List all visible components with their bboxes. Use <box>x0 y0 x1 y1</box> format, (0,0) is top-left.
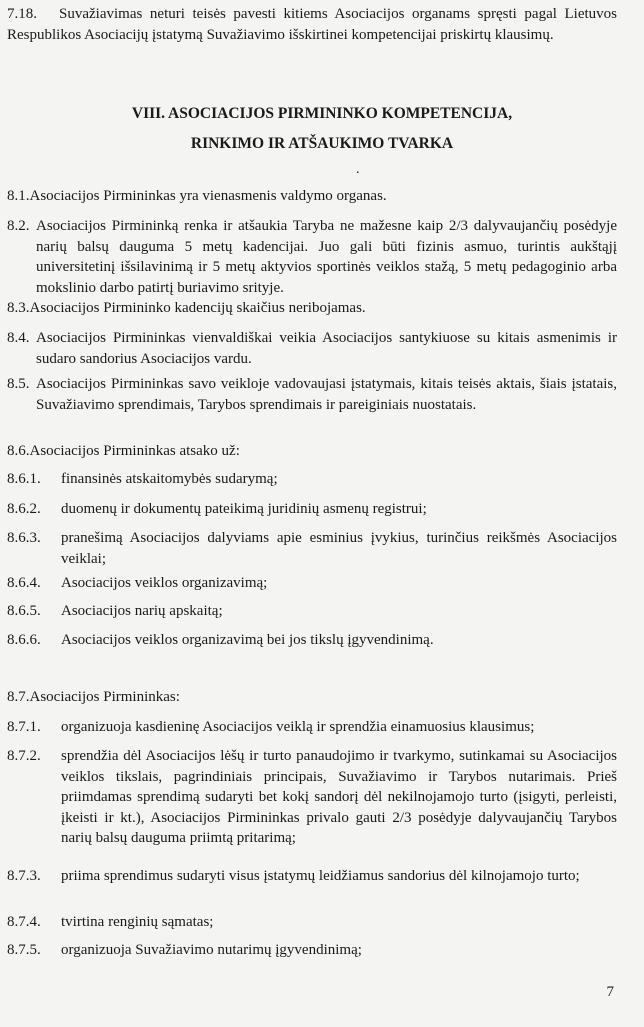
clause-8-7-4 <box>7 912 617 933</box>
clause-text: Suvažiavimas neturi teisės pavesti kitiems Asociacijos organams spręsti pagal Lietuvos Respublikos Asociacijų įstatymą Suvažiavimo išskirtinei kompetencijai priskirtų klausimų. <box>7 6 617 43</box>
clause-8-4 <box>7 328 617 369</box>
clause-number: 8.5. <box>7 376 30 392</box>
clause-text: duomenų ir dokumentų pateikimą juridinių asmenų registrui; <box>61 501 427 517</box>
stray-mark: . <box>356 162 360 177</box>
clause-number: 8.7.4. <box>7 914 41 930</box>
clause-text: Asociacijos Pirmininkas yra vienasmenis valdymo organas. <box>29 188 387 204</box>
clause-8-1 <box>7 186 617 207</box>
clause-8-6-1 <box>7 469 617 490</box>
clause-8-6-5 <box>7 601 617 622</box>
clause-number: 8.3. <box>7 300 30 316</box>
clause-number: 8.6.5. <box>7 603 41 619</box>
clause-7-18 <box>7 4 617 45</box>
clause-number: 8.6. <box>7 443 30 459</box>
clause-text: organizuoja kasdieninę Asociacijos veiklą ir sprendžia einamuosius klausimus; <box>61 719 535 735</box>
clause-8-7-5 <box>7 940 617 961</box>
clause-number: 8.6.4. <box>7 575 41 591</box>
clause-number: 8.7. <box>7 689 30 705</box>
clause-text: Asociacijos Pirmininkas savo veikloje vadovaujasi įstatymais, kitais teisės aktais, šiais įstatais, Suvažiavimo sprendimais, Tarybos sprendimais ir pareiginiais nuostatais. <box>36 376 617 413</box>
clause-number: 8.2. <box>7 218 30 234</box>
clause-8-2 <box>7 216 617 298</box>
clause-number: 8.7.3. <box>7 868 41 884</box>
clause-text: tvirtina renginių sąmatas; <box>61 914 214 930</box>
clause-8-6-4 <box>7 573 617 594</box>
page-number: 7 <box>606 984 614 1000</box>
clause-number: 8.7.5. <box>7 942 41 958</box>
clause-8-5 <box>7 374 617 415</box>
clause-text: Asociacijos Pirmininko kadencijų skaičius neribojamas. <box>29 300 366 316</box>
clause-8-6-2 <box>7 499 617 520</box>
clause-text: priima sprendimus sudaryti visus įstatymų leidžiamus sandorius dėl kilnojamojo turto; <box>61 868 580 884</box>
section-heading-line-1: VIII. ASOCIACIJOS PIRMININKO KOMPETENCIJA, <box>131 105 513 122</box>
clause-text: Asociacijos Pirmininkas: <box>29 689 180 705</box>
clause-number: 8.4. <box>7 330 30 346</box>
clause-number: 8.7.2. <box>7 748 41 764</box>
clause-number: 8.6.1. <box>7 471 41 487</box>
clause-number: 8.6.6. <box>7 632 41 648</box>
clause-8-7-3 <box>7 866 617 887</box>
clause-text: Asociacijos narių apskaitą; <box>61 603 223 619</box>
clause-number: 8.6.3. <box>7 530 41 546</box>
clause-8-6-3 <box>7 528 617 569</box>
clause-8-7-2 <box>7 746 617 849</box>
clause-8-7 <box>7 687 617 708</box>
clause-text: finansinės atskaitomybės sudarymą; <box>61 471 278 487</box>
section-heading-line-2: RINKIMO IR ATŠAUKIMO TVARKA <box>190 135 454 152</box>
clause-text: Asociacijos Pirmininkas atsako už: <box>29 443 240 459</box>
clause-8-3 <box>7 298 617 319</box>
clause-number: 7.18. <box>7 6 37 22</box>
clause-text: organizuoja Suvažiavimo nutarimų įgyvendinimą; <box>61 942 362 958</box>
clause-text: Asociacijos Pirmininkas vienvaldiškai veikia Asociacijos santykiuose su kitais asmenimis ir sudaro sandorius Asociacijos vardu. <box>36 330 617 367</box>
clause-8-7-1 <box>7 717 617 738</box>
clause-text: pranešimą Asociacijos dalyviams apie esminius įvykius, turinčius reikšmės Asociacijos veiklai; <box>61 530 617 567</box>
clause-text: Asociacijos Pirmininką renka ir atšaukia Taryba ne mažesne kaip 2/3 dalyvaujančių posėdyje narių balsų dauguma 5 metų kadencijai. Juo gali būti fizinis asmuo, turintis aukštąjį universitetinį išsilavinimą ir 5 metų aktyvios sportinės veiklos stažą, 5 metų pedagoginio arba mokslinio darbo patirtį buriavimo srityje. <box>36 218 617 296</box>
clause-number: 8.1. <box>7 188 30 204</box>
clause-text: Asociacijos veiklos organizavimą; <box>61 575 268 591</box>
clause-8-6-6 <box>7 630 617 651</box>
clause-8-6 <box>7 441 617 462</box>
clause-text: Asociacijos veiklos organizavimą bei jos tikslų įgyvendinimą. <box>61 632 434 648</box>
clause-number: 8.7.1. <box>7 719 41 735</box>
clause-text: sprendžia dėl Asociacijos lėšų ir turto panaudojimo ir tvarkymo, sutinkamai su Asociacijos veiklos tikslais, pagrindiniais principais, Suvažiavimo ir Tarybos nutarimais. Prieš priimdamas sprendimą sudaryti bet kokį sandorį dėl nekilnojamojo turto (įsigyti, perleisti, įkeisti ir kt.), Asociacijos Pirmininkas privalo gauti 2/3 posėdyje dalyvaujančių Tarybos narių balsų dauguma priimtą pritarimą; <box>61 748 617 846</box>
clause-number: 8.6.2. <box>7 501 41 517</box>
